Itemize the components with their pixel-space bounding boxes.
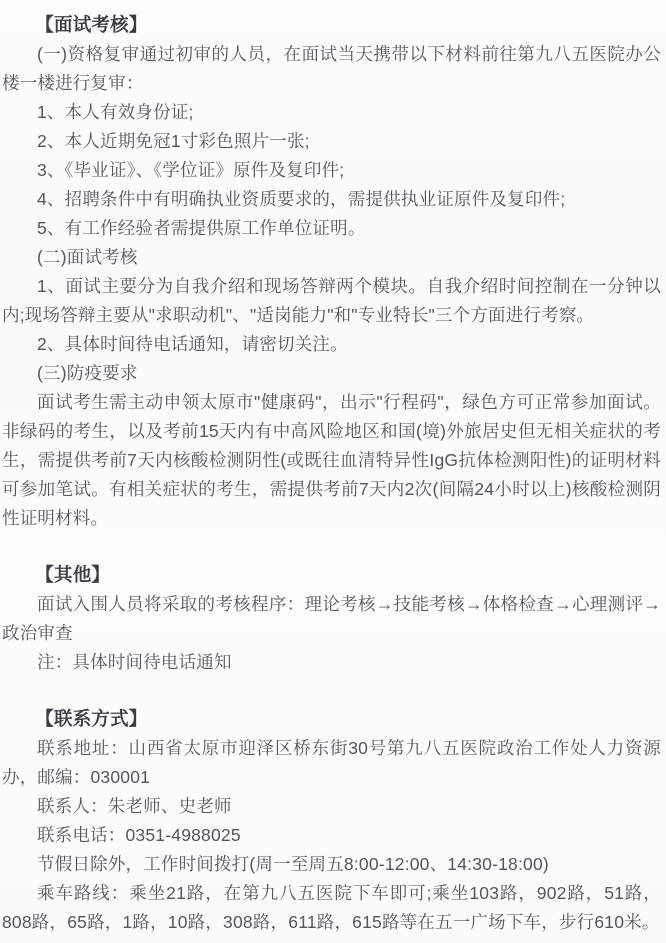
section-interview-assessment [2, 10, 661, 533]
paragraph-bus-routes: 乘车路线：乘坐21路，在第九八五医院下车即可;乘坐103路，902路，51路，808路，65路，1路，10路，308路，611路，615路等在五一广场下车，步行610米。 [2, 883, 661, 932]
section-title-other: 【其他】 [35, 564, 111, 585]
paragraph-working-hours: 节假日除外，工作时间拨打(周一至周五8:00-12:00、14:30-18:00) [37, 854, 549, 874]
list-item-license: 4、招聘条件中有明确执业资质要求的，需提供执业证原件及复印件; [37, 189, 566, 209]
list-item-photo: 2、本人近期免冠1寸彩色照片一张; [37, 131, 310, 151]
section-contact [2, 704, 661, 937]
list-item-diploma: 3、《毕业证》、《学位证》原件及复印件; [37, 160, 345, 180]
paragraph-interview-time-notice: 2、具体时间待电话通知，请密切关注。 [37, 334, 348, 354]
paragraph-note-phone-notice: 注：具体时间待电话通知 [37, 652, 232, 672]
list-item-id-card: 1、本人有效身份证; [37, 102, 194, 122]
list-item-work-proof: 5、有工作经验者需提供原工作单位证明。 [37, 218, 366, 238]
paragraph-assessment-procedure: 面试入围人员将采取的考核程序：理论考核→技能考核→体格检查→心理测评→政治审查 [2, 594, 661, 643]
paragraph-epidemic-requirements: 面试考生需主动申领太原市"健康码"，出示"行程码"，绿色方可正常参加面试。非绿码的考生，以及考前15天内有中高风险地区和国(境)外旅居史但无相关症状的考生，需提供考前7天内核酸检测阴性(或既往血清特异性IgG抗体检测阳性)的证明材料可参加笔试。有相关症状的考生，需提供考前7天内2次(间隔24小时以上)核酸检测阴性证明材料。 [2, 392, 661, 528]
paragraph-interview-format: 1、面试主要分为自我介绍和现场答辩两个模块。自我介绍时间控制在一分钟以内;现场答辩主要从"求职动机"、"适岗能力"和"专业特长"三个方面进行考察。 [2, 276, 661, 325]
section-title-contact: 【联系方式】 [35, 708, 148, 729]
paragraph-review-materials-intro: (一)资格复审通过初审的人员，在面试当天携带以下材料前往第九八五医院办公楼一楼进行复审： [2, 44, 661, 93]
section-title-interview-assessment: 【面试考核】 [35, 14, 148, 35]
subsection-heading-interview: (二)面试考核 [37, 247, 138, 267]
paragraph-contact-phone: 联系电话：0351-4988025 [37, 825, 241, 845]
section-other [2, 560, 661, 677]
paragraph-contact-address: 联系地址：山西省太原市迎泽区桥东街30号第九八五医院政治工作处人力资源办，邮编：030001 [2, 738, 661, 787]
subsection-heading-epidemic: (三)防疫要求 [37, 363, 138, 383]
paragraph-contact-person: 联系人：朱老师、史老师 [37, 796, 232, 816]
